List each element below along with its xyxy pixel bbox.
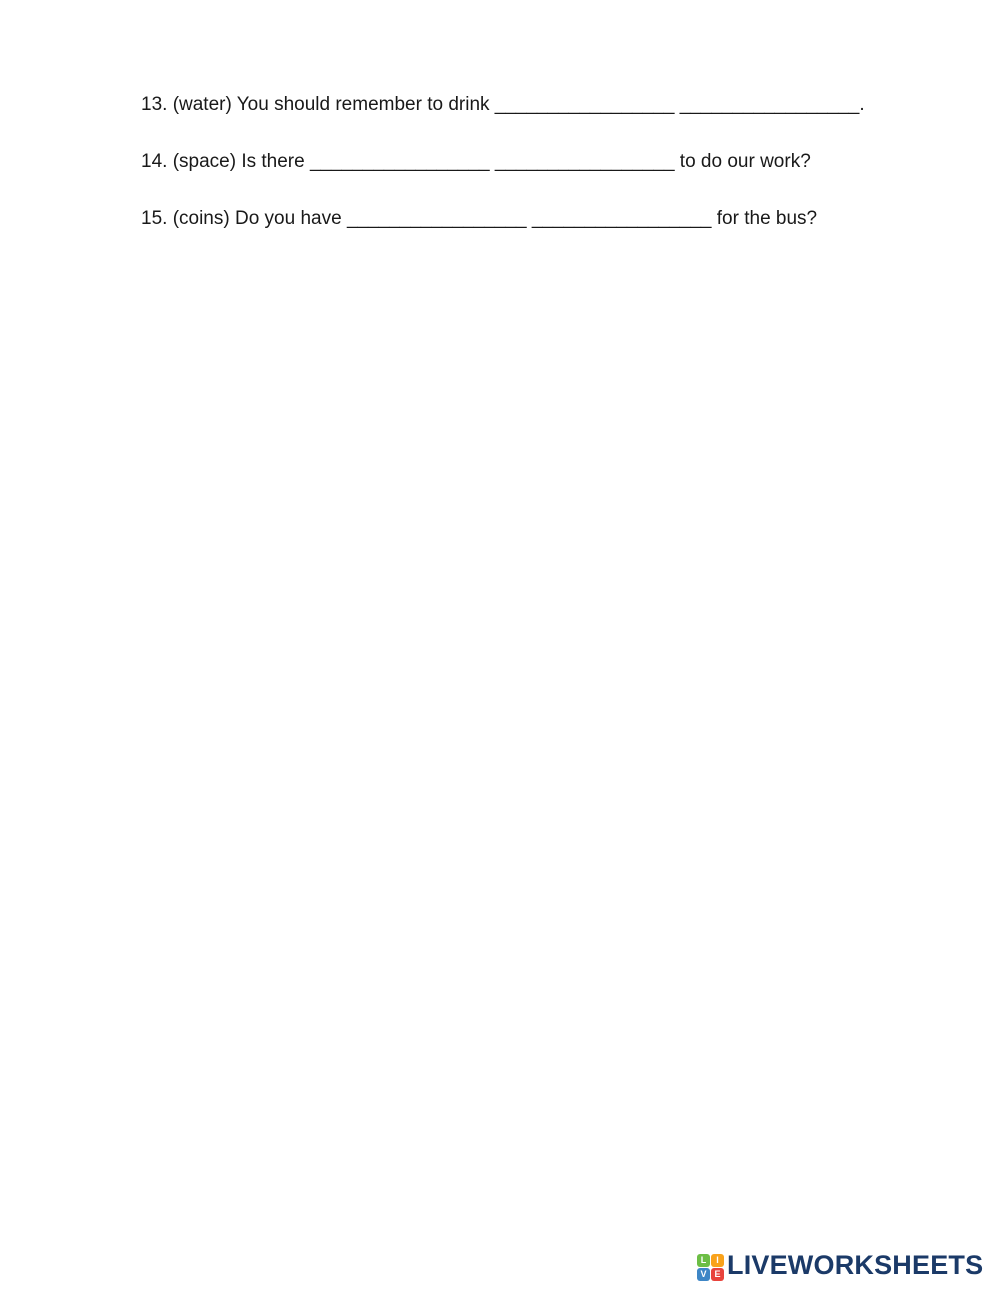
logo-tile-i: I	[711, 1254, 724, 1267]
logo-tile-v: V	[697, 1268, 710, 1281]
logo-tile-l: L	[697, 1254, 710, 1267]
question-line-14: 14. (space) Is there _________________ _________________ to do our work?	[141, 151, 811, 172]
liveworksheets-icon	[697, 1254, 724, 1281]
question-line-15: 15. (coins) Do you have _________________ _________________ for the bus?	[141, 208, 818, 229]
logo-tile-e: E	[711, 1268, 724, 1281]
liveworksheets-logo[interactable]	[697, 1251, 983, 1281]
liveworksheets-wordmark: LIVEWORKSHEETS	[727, 1250, 984, 1280]
question-line-13: 13. (water) You should remember to drink _________________ _________________.	[141, 94, 865, 115]
